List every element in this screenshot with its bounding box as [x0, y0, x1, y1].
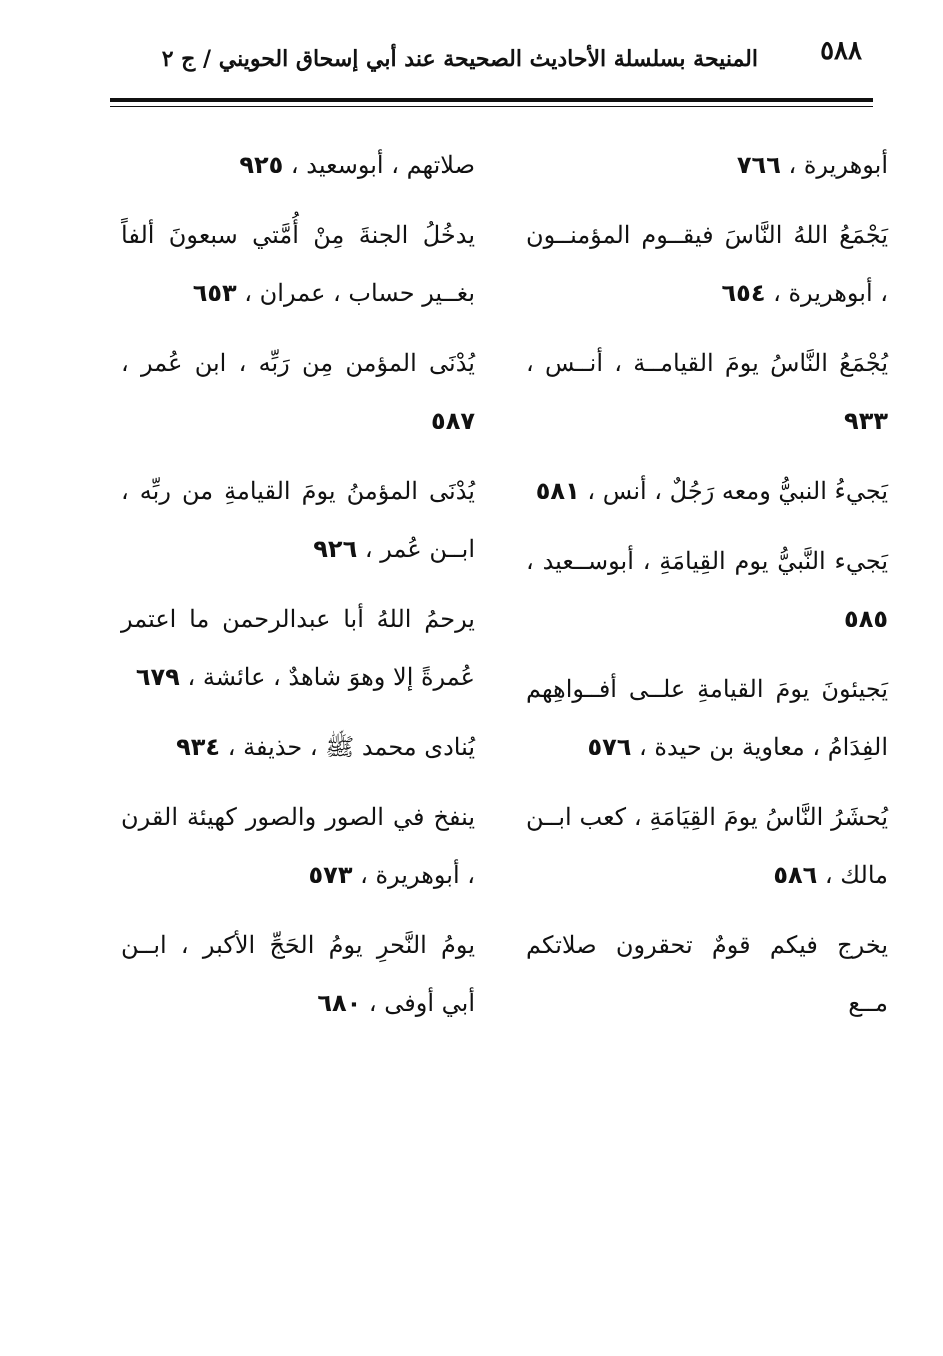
- index-entry: [526, 136, 888, 194]
- entry-text: يَجيئونَ يومَ القيامةِ علــى أفــواهِهم الفِدَامُ ، معاوية بن حيدة ،: [526, 675, 888, 761]
- page-number: ٥٨٨: [820, 36, 862, 66]
- header-rule-thin: [110, 106, 873, 107]
- entry-text: ينفخ في الصور والصور كهيئة القرن ، أبوهريرة ،: [121, 803, 475, 889]
- entry-text: يُدْنَى المؤمنُ يومَ القيامةِ من ربِّه ، ابــن عُمر ،: [121, 477, 475, 563]
- entry-ref: ٧٦٦: [736, 151, 781, 179]
- entry-ref: ٦٥٤: [721, 279, 766, 307]
- index-column-right: [526, 136, 888, 1044]
- entry-text: صلاتهم ، أبوسعيد ،: [290, 151, 475, 179]
- index-entry: [121, 334, 475, 450]
- entry-text: يومُ النَّحرِ يومُ الحَجِّ الأكبر ، ابــن أبي أوفى ،: [121, 931, 475, 1017]
- index-entry: [121, 788, 475, 904]
- running-title: المنيحة بسلسلة الأحاديث الصحيحة عند أبي إسحاق الحويني / ج ٢: [161, 46, 758, 72]
- entry-text: يرحمُ اللهُ أبا عبدالرحمن ما اعتمر عُمرةً إلا وهوَ شاهدٌ ، عائشة ،: [121, 605, 475, 691]
- entry-ref: ٩٢٥: [239, 151, 284, 179]
- entry-ref: ٦٧٩: [135, 663, 180, 691]
- entry-text: أبوهريرة ،: [788, 151, 888, 179]
- entry-text: يُنادى محمد ﷺ ، حذيفة ،: [227, 733, 475, 761]
- index-entry: [526, 532, 888, 648]
- entry-text: يَجْمَعُ اللهُ النَّاسَ فيقــوم المؤمنــون ، أبوهريرة ،: [526, 221, 888, 307]
- index-entry: [526, 788, 888, 904]
- entry-ref: ٩٣٣: [844, 407, 888, 435]
- index-column-left: [121, 136, 475, 1044]
- index-entry: [526, 660, 888, 776]
- index-entry: [526, 916, 888, 1032]
- index-entry: [121, 462, 475, 578]
- entry-text: يخرج فيكم قومٌ تحقرون صلاتكم مــع: [526, 931, 888, 1017]
- index-entry: [526, 334, 888, 450]
- index-entry: [526, 206, 888, 322]
- index-entry: [121, 136, 475, 194]
- header-rule-thick: [110, 98, 873, 102]
- index-entry: [121, 718, 475, 776]
- entry-ref: ٩٢٦: [313, 535, 358, 563]
- entry-ref: ٥٨٥: [844, 605, 888, 633]
- entry-ref: ٦٨٠: [317, 989, 362, 1017]
- entry-text: يَجيء النَّبيُّ يوم القِيامَةِ ، أبوســعيد ،: [526, 547, 888, 575]
- entry-ref: ٥٨٦: [773, 861, 818, 889]
- entry-ref: ٥٧٦: [587, 733, 632, 761]
- index-entry: [526, 462, 888, 520]
- entry-text: يدخُلُ الجنةَ مِنْ أُمَّتي سبعونَ ألفاً بغــير حساب ، عمران ،: [121, 221, 475, 307]
- index-entry: [121, 916, 475, 1032]
- entry-ref: ٦٥٣: [192, 279, 237, 307]
- index-entry: [121, 206, 475, 322]
- entry-text: يَجيءُ النبيُّ ومعه رَجُلٌ ، أنس ،: [587, 477, 888, 505]
- entry-ref: ٥٧٣: [308, 861, 353, 889]
- entry-ref: ٥٨١: [535, 477, 580, 505]
- entry-text: يُجْمَعُ النَّاسُ يومَ القيامــة ، أنــس ،: [526, 349, 888, 377]
- index-entry: [121, 590, 475, 706]
- entry-ref: ٥٨٧: [431, 407, 475, 435]
- entry-ref: ٩٣٤: [176, 733, 221, 761]
- entry-text: يُحشَرُ النَّاسُ يومَ القِيَامَةِ ، كعب ابــن مالك ،: [526, 803, 888, 889]
- entry-text: يُدْنَى المؤمن مِن رَبِّه ، ابن عُمر ،: [121, 349, 475, 377]
